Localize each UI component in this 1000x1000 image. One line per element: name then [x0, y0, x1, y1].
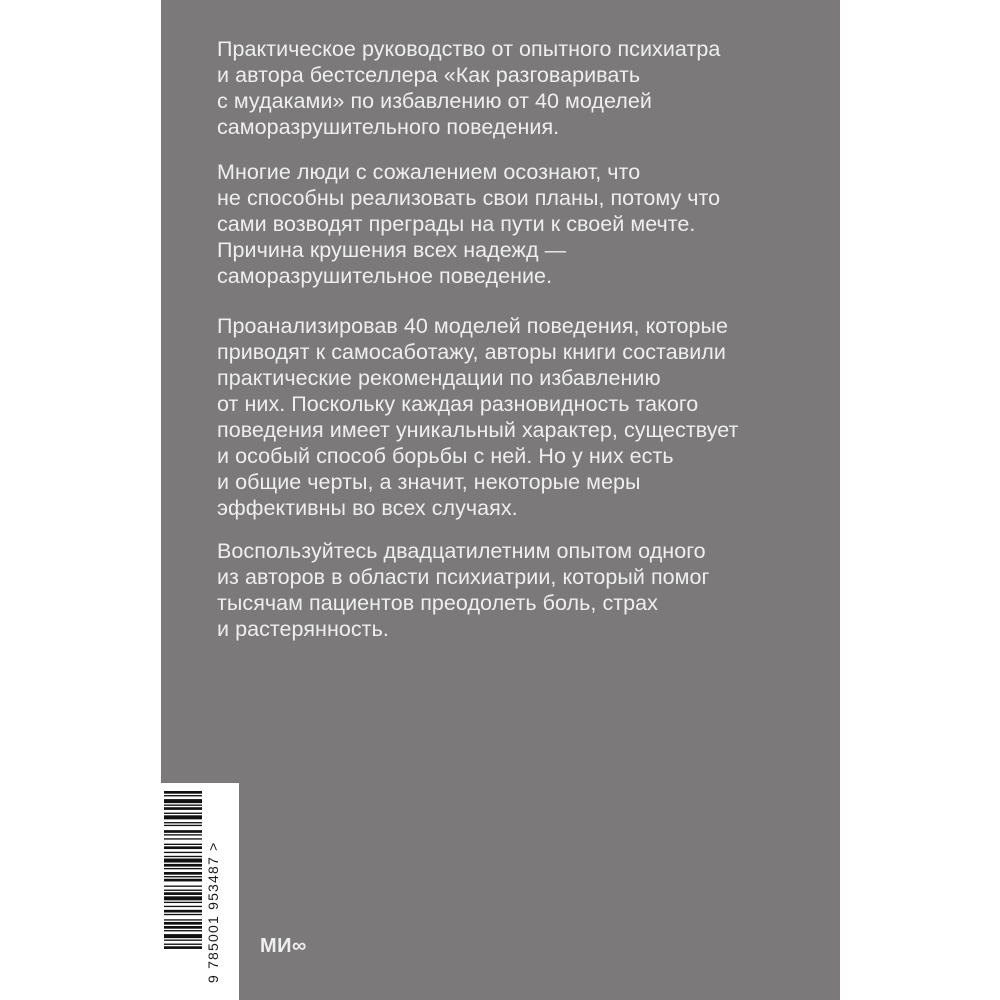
text-line: с мудаками» по избавлению от 40 моделей: [217, 89, 652, 113]
text-line: сами возводят преграды на пути к своей мечте.: [217, 212, 696, 236]
barcode-bar: [164, 926, 202, 929]
barcode-bar: [164, 838, 202, 839]
text-line: Причина крушения всех надежд —: [217, 238, 567, 262]
text-line: поведения имеет уникальный характер, существует: [217, 418, 739, 442]
barcode-bar: [164, 834, 202, 835]
text-line: и общие черты, а значит, некоторые меры: [217, 470, 641, 494]
text-line: саморазрушительного поведения.: [217, 115, 560, 139]
paragraph-intro: [217, 36, 720, 140]
text-line: Проанализировав 40 моделей поведения, которые: [217, 314, 729, 338]
barcode-bar: [164, 910, 202, 913]
paragraph-experience: [217, 538, 709, 642]
text-line: тысячам пациентов преодолеть боль, страх: [217, 591, 658, 615]
barcode-bar: [164, 906, 202, 907]
barcode-bar: [164, 805, 202, 806]
text-line: Воспользуйтесь двадцатилетним опытом одного: [217, 539, 706, 563]
text-line: саморазрушительное поведение.: [217, 264, 553, 288]
text-line: практические рекомендации по избавлению: [217, 366, 661, 390]
barcode-bar: [164, 825, 202, 826]
text-line: эффективны во всех случаях.: [217, 496, 518, 520]
barcode-bar: [164, 830, 202, 833]
barcode-bar: [164, 919, 202, 920]
barcode-bar: [164, 886, 202, 887]
barcode-bar: [164, 872, 202, 875]
text-line: из авторов в области психиатрии, который помог: [217, 565, 710, 589]
isbn-barcode: [161, 783, 239, 1000]
barcode-bar: [164, 846, 202, 849]
barcode-bar: [164, 892, 202, 895]
text-line: от них. Поскольку каждая разновидность такого: [217, 392, 699, 416]
barcode-bar: [164, 922, 202, 925]
barcode-bar: [164, 946, 202, 949]
barcode-bar: [164, 890, 202, 891]
barcode-bar: [164, 864, 202, 867]
barcode-bar: [164, 934, 202, 938]
barcode-bar: [164, 930, 202, 931]
barcode-bar: [164, 914, 202, 915]
publisher-logo: МИ∞: [260, 935, 307, 957]
text-line: и автора бестселлера «Как разговаривать: [217, 63, 641, 87]
barcode-bar: [164, 813, 202, 814]
barcode-bar: [164, 822, 202, 823]
text-line: не способны реализовать свои планы, потому что: [217, 186, 721, 210]
barcode-bar: [164, 791, 202, 794]
barcode-bar: [164, 876, 202, 877]
barcode-bar: [164, 807, 202, 810]
barcode-bar: [164, 799, 202, 803]
text-line: и особый способ борьбы с ней. Но у них есть: [217, 444, 674, 468]
barcode-bar: [164, 844, 202, 845]
text-line: Многие люди с сожалением осознают, что: [217, 160, 641, 184]
barcode-bar: [164, 940, 202, 941]
paragraph-problem: [217, 159, 720, 289]
paragraph-analysis: [217, 313, 739, 521]
barcode-bar: [164, 859, 202, 863]
barcode-bar: [164, 868, 202, 869]
barcode-bar: [164, 856, 202, 857]
barcode-bar: [164, 815, 202, 819]
text-line: Практическое руководство от опытного психиатра: [217, 37, 721, 61]
barcode-bar: [164, 902, 202, 903]
barcode-bar: [164, 944, 202, 945]
barcode-bar: [164, 852, 202, 853]
barcode-bar: [164, 879, 202, 882]
barcode-bar: [164, 795, 202, 796]
text-line: и растерянность.: [217, 617, 389, 641]
book-back-cover: [161, 0, 840, 1000]
text-line: приводят к самосаботажу, авторы книги составили: [217, 340, 726, 364]
isbn-number: 9 785001 953487 >: [205, 841, 221, 983]
barcode-bar: [164, 896, 202, 900]
